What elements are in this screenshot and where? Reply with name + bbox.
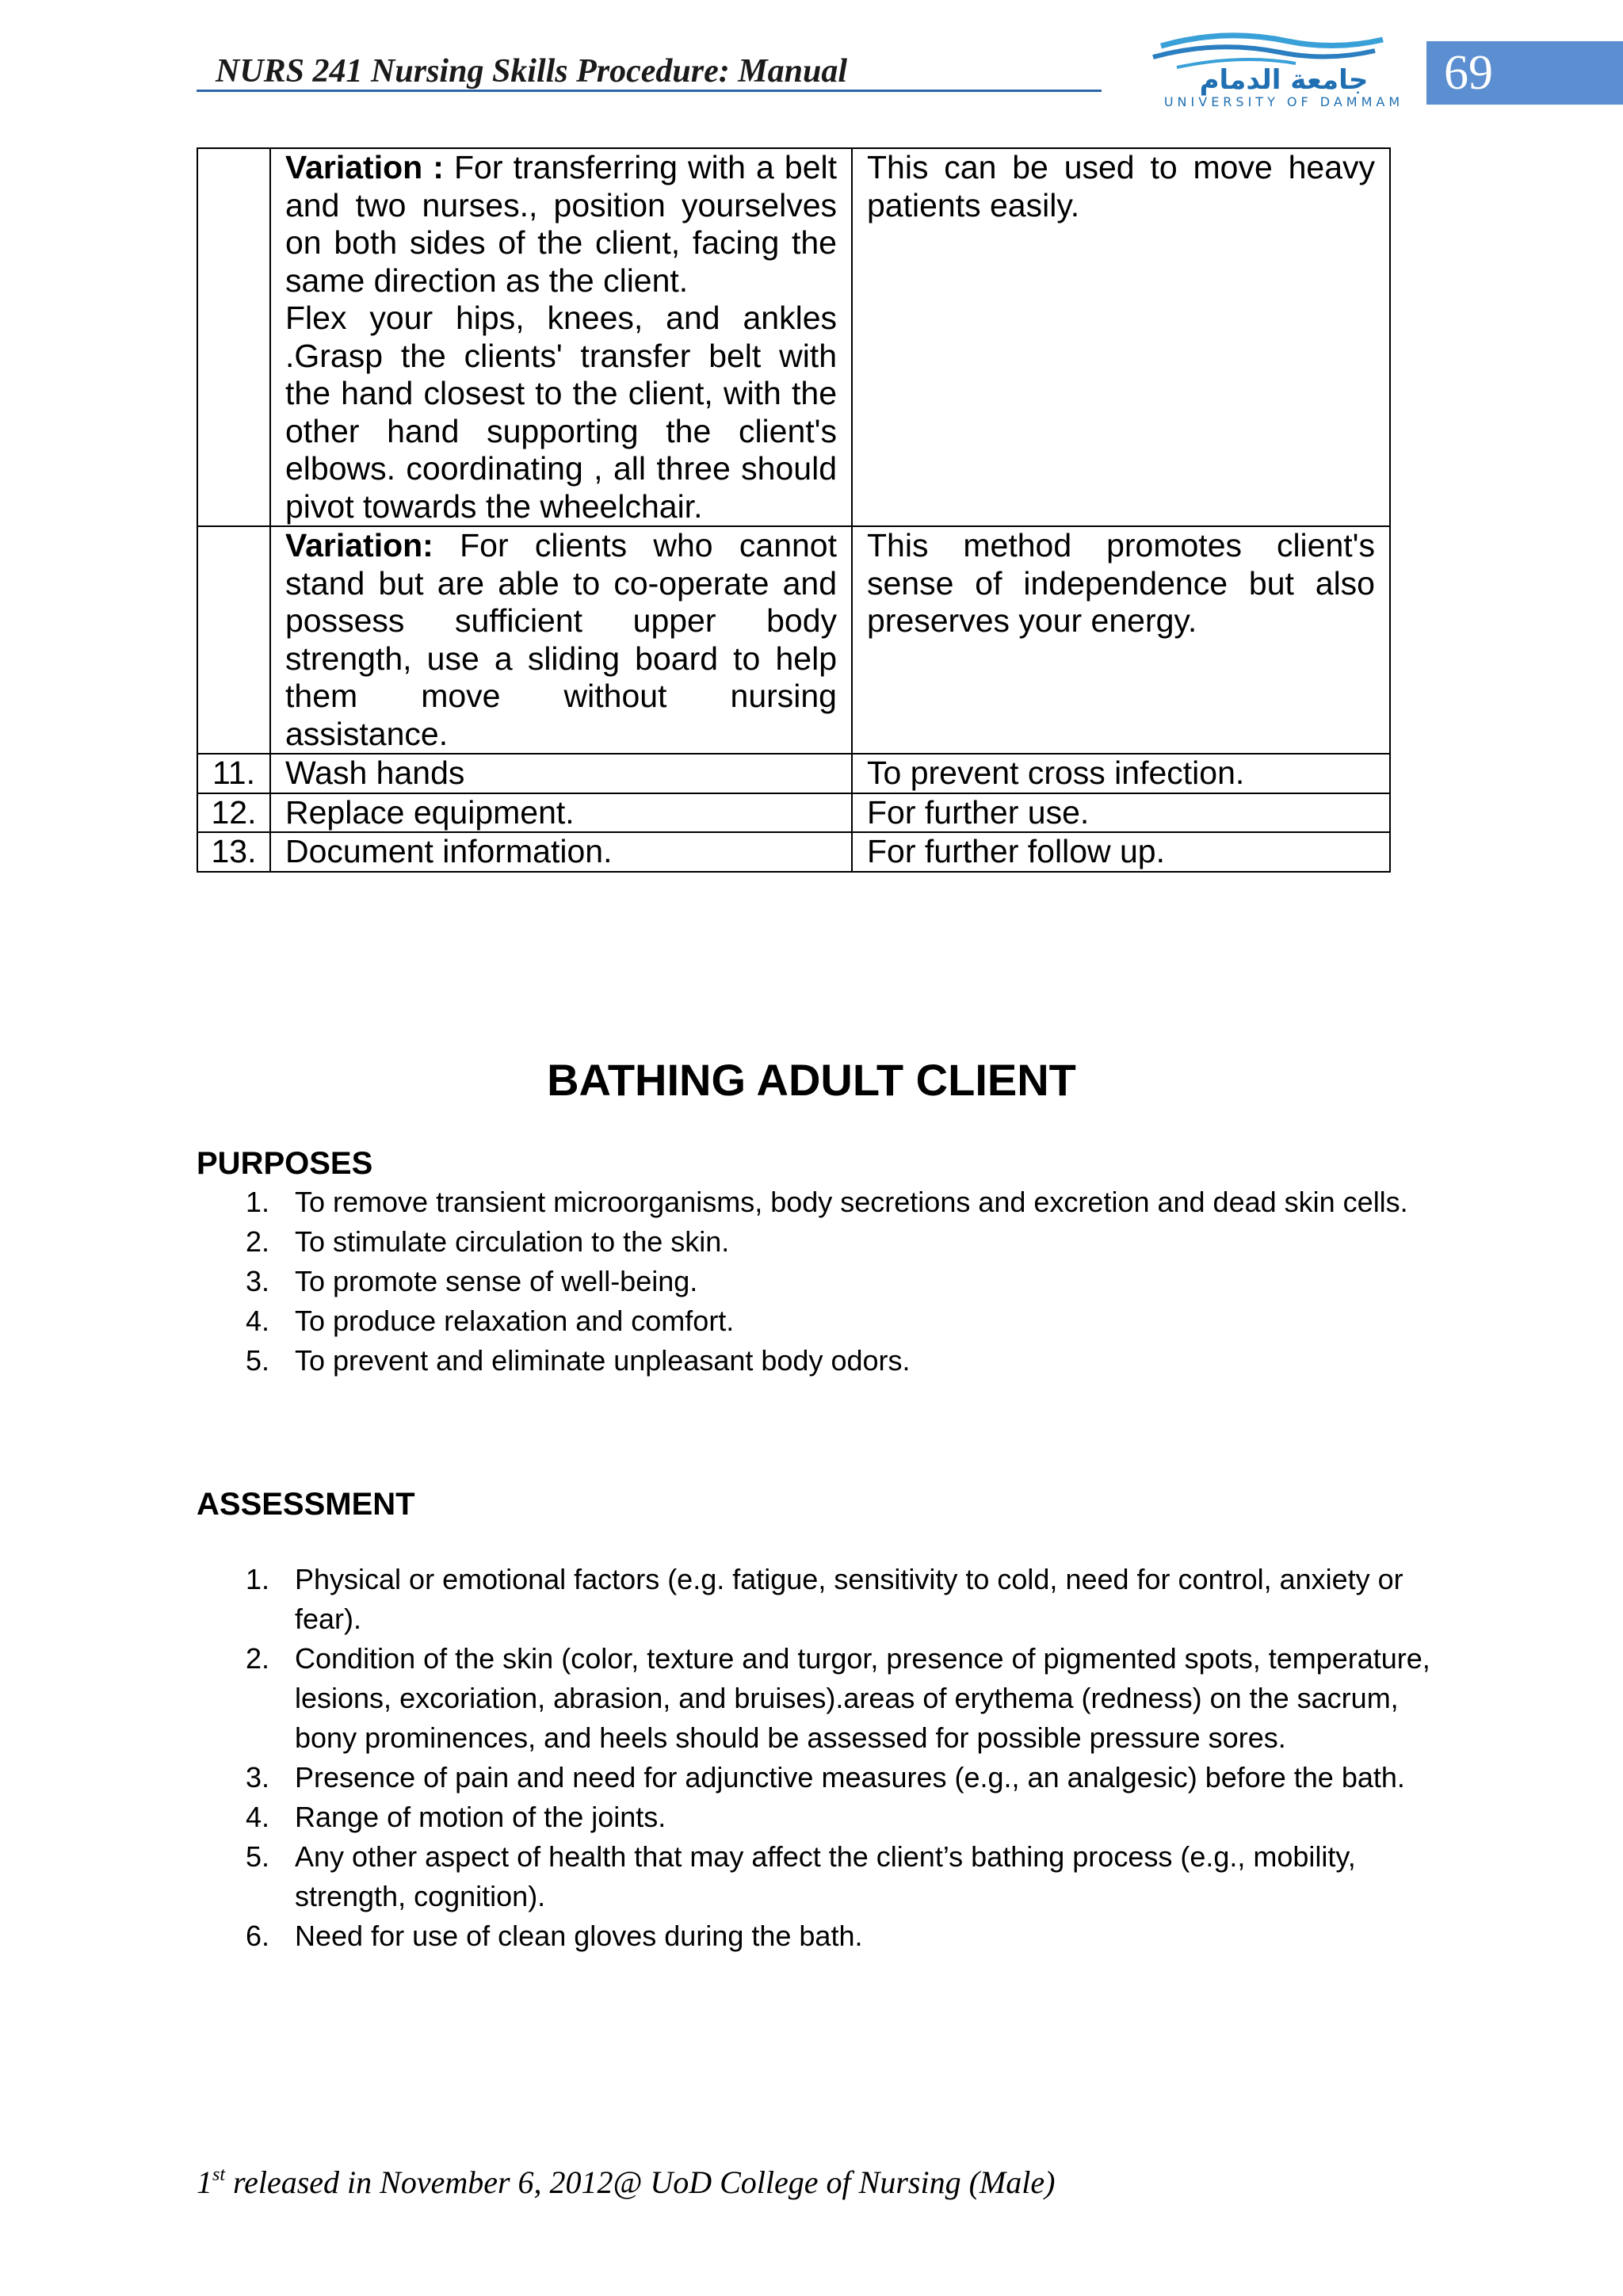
list-item-number: 1. — [246, 1186, 270, 1218]
logo-english-text: UNIVERSITY OF DAMMAM — [1163, 94, 1403, 109]
list-item — [197, 1639, 1449, 1758]
assessment-list — [197, 1560, 1449, 1956]
list-item — [197, 1837, 1449, 1916]
procedure-table — [197, 147, 1391, 873]
university-logo — [1129, 24, 1403, 111]
footer-release-note — [197, 2164, 1055, 2201]
step-number — [197, 526, 270, 754]
step-text-continued: Flex your hips, knees, and ankles .Grasp the clients' transfer belt with the hand closest to the client, with the other hand supporting the client's elbows. coordinating , all three should pivot towards the wheelchair. — [285, 300, 837, 525]
assessment-heading: ASSESSMENT — [197, 1487, 415, 1522]
list-item-text: Any other aspect of health that may affect the client’s bathing process (e.g., mobility, strength, cognition). — [295, 1840, 1356, 1912]
list-item — [197, 1301, 1449, 1341]
list-item-number: 3. — [246, 1761, 270, 1794]
step-action — [270, 148, 852, 526]
list-item — [197, 1222, 1449, 1262]
step-action: Replace equipment. — [270, 793, 852, 833]
list-item-number: 4. — [246, 1305, 270, 1337]
step-action: Wash hands — [270, 754, 852, 793]
step-number — [197, 148, 270, 526]
table-row — [197, 754, 1390, 793]
step-text: For clients who cannot stand but are able to co-operate and possess sufficient upper body strength, use a sliding board to help them move without nursing assistance. — [285, 527, 837, 752]
footer-text: released in November 6, 2012@ UoD College of Nursing (Male) — [225, 2164, 1056, 2200]
step-rationale: To prevent cross infection. — [852, 754, 1390, 793]
list-item-number: 3. — [246, 1265, 270, 1297]
list-item-text: To promote sense of well-being. — [295, 1265, 698, 1297]
list-item-number: 6. — [246, 1920, 270, 1952]
variation-label: Variation : — [285, 149, 444, 185]
step-text: For transferring with a belt and two nurses., position yourselves on both sides of the client, facing the same direction as the client. — [285, 149, 837, 299]
purposes-heading: PURPOSES — [197, 1146, 373, 1181]
page-number: 69 — [1426, 41, 1623, 105]
list-item-text: Condition of the skin (color, texture and turgor, presence of pigmented spots, temperature, lesions, excoriation, abrasion, and bruises).areas of erythema (redness) on the sacrum, bony prominences, and heels should be assessed for possible pressure sores. — [295, 1642, 1430, 1754]
step-number: 11. — [197, 754, 270, 793]
step-rationale: For further use. — [852, 793, 1390, 833]
table-row — [197, 148, 1390, 526]
step-action — [270, 526, 852, 754]
table-row — [197, 793, 1390, 833]
list-item-text: Need for use of clean gloves during the bath. — [295, 1920, 863, 1952]
list-item-text: To stimulate circulation to the skin. — [295, 1225, 730, 1258]
list-item-number: 4. — [246, 1801, 270, 1833]
step-rationale: This can be used to move heavy patients easily. — [852, 148, 1390, 526]
table-row — [197, 526, 1390, 754]
list-item-number: 5. — [246, 1344, 270, 1377]
list-item — [197, 1262, 1449, 1301]
list-item-number: 2. — [246, 1642, 270, 1675]
list-item-number: 1. — [246, 1563, 270, 1595]
list-item — [197, 1758, 1449, 1797]
list-item-number: 2. — [246, 1225, 270, 1258]
list-item — [197, 1916, 1449, 1956]
list-item-number: 5. — [246, 1840, 270, 1873]
header-rule — [197, 90, 1102, 92]
running-header-title: NURS 241 Nursing Skills Procedure: Manual — [216, 53, 847, 90]
list-item — [197, 1182, 1449, 1222]
list-item-text: To remove transient microorganisms, body secretions and excretion and dead skin cells. — [295, 1186, 1408, 1218]
variation-label: Variation: — [285, 527, 433, 563]
list-item — [197, 1341, 1449, 1381]
list-item-text: Range of motion of the joints. — [295, 1801, 666, 1833]
footer-ordinal-suffix: st — [212, 2164, 226, 2185]
section-title: BATHING ADULT CLIENT — [547, 1055, 1076, 1105]
list-item-text: Presence of pain and need for adjunctive measures (e.g., an analgesic) before the bath. — [295, 1761, 1405, 1794]
step-number: 13. — [197, 832, 270, 872]
step-rationale: This method promotes client's sense of independence but also preserves your energy. — [852, 526, 1390, 754]
step-number: 12. — [197, 793, 270, 833]
list-item-text: To produce relaxation and comfort. — [295, 1305, 735, 1337]
list-item — [197, 1560, 1449, 1639]
list-item — [197, 1797, 1449, 1837]
list-item-text: Physical or emotional factors (e.g. fatigue, sensitivity to cold, need for control, anxiety or fear). — [295, 1563, 1403, 1635]
purposes-list — [197, 1182, 1449, 1381]
step-rationale: For further follow up. — [852, 832, 1390, 872]
list-item-text: To prevent and eliminate unpleasant body odors. — [295, 1344, 911, 1377]
table-row — [197, 832, 1390, 872]
logo-arabic-text: جامعة الدمام — [1199, 64, 1369, 96]
footer-ordinal: 1 — [197, 2164, 212, 2200]
step-action: Document information. — [270, 832, 852, 872]
